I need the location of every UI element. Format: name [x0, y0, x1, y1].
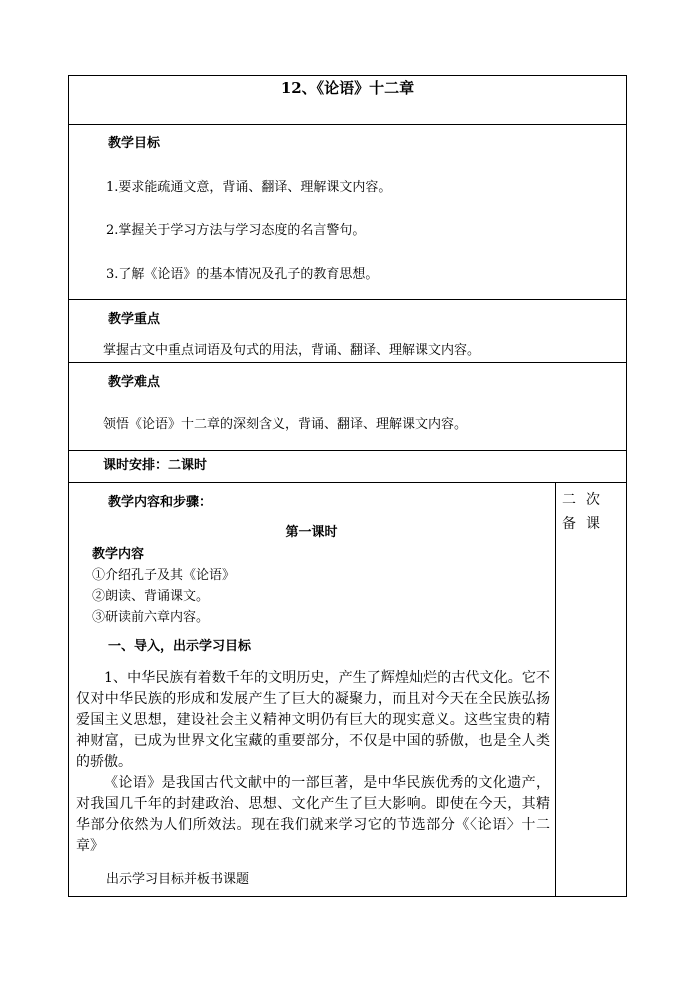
- content-sub-heading: 教学内容: [92, 547, 145, 562]
- section-1-heading: 一、导入，出示学习目标: [108, 639, 252, 654]
- content-item-3: ③研读前六章内容。: [92, 610, 210, 625]
- difficulties-text: 领悟《论语》十二章的深刻含义，背诵、翻译、理解课文内容。: [103, 417, 468, 432]
- paragraph-2: 《论语》是我国古代文献中的一部巨著，是中华民族优秀的文化遗产，对我国几千年的封建政治、思想、文化产生了巨大影响。即使在今天，其精华部分依然为人们所效法。现在我们就来学习它的节选部分《〈论语〉十二章》: [76, 775, 550, 854]
- paragraph-1: 1、中华民族有着数千年的文明历史，产生了辉煌灿烂的古代文化。它不仅对中华民族的形成和发展产生了巨大的凝聚力，而且对今天在全民族弘扬爱国主义思想，建设社会主义精神文明仍有巨大的现实意义。这些宝贵的精神财富，已成为世界文化宝藏的重要部分，不仅是中国的骄傲，也是全人类的骄傲。: [76, 670, 550, 770]
- closing-line: 出示学习目标并板书课题: [106, 872, 250, 887]
- side-note: 二次备课: [562, 492, 610, 532]
- key-points-heading: 教学重点: [108, 312, 161, 327]
- content-item-2: ②朗读、背诵课文。: [92, 589, 210, 604]
- goal-item-3: 3.了解《论语》的基本情况及孔子的教育思想。: [106, 267, 379, 282]
- content-item-1: ①介绍孔子及其《论语》: [92, 568, 236, 583]
- lesson-title: 第一课时: [285, 525, 338, 540]
- schedule-text: 课时安排：二课时: [103, 458, 208, 473]
- content-heading: 教学内容和步骤：: [108, 495, 213, 510]
- column-divider: [555, 482, 556, 897]
- key-points-text: 掌握古文中重点词语及句式的用法，背诵、翻译、理解课文内容。: [103, 343, 481, 358]
- goal-item-2: 2.掌握关于学习方法与学习态度的名言警句。: [106, 223, 366, 238]
- goals-heading: 教学目标: [108, 136, 161, 151]
- goal-item-1: 1.要求能疏通文意，背诵、翻译、理解课文内容。: [106, 180, 392, 195]
- difficulties-heading: 教学难点: [108, 375, 161, 390]
- page-title: 12、《论语》十二章: [280, 79, 415, 97]
